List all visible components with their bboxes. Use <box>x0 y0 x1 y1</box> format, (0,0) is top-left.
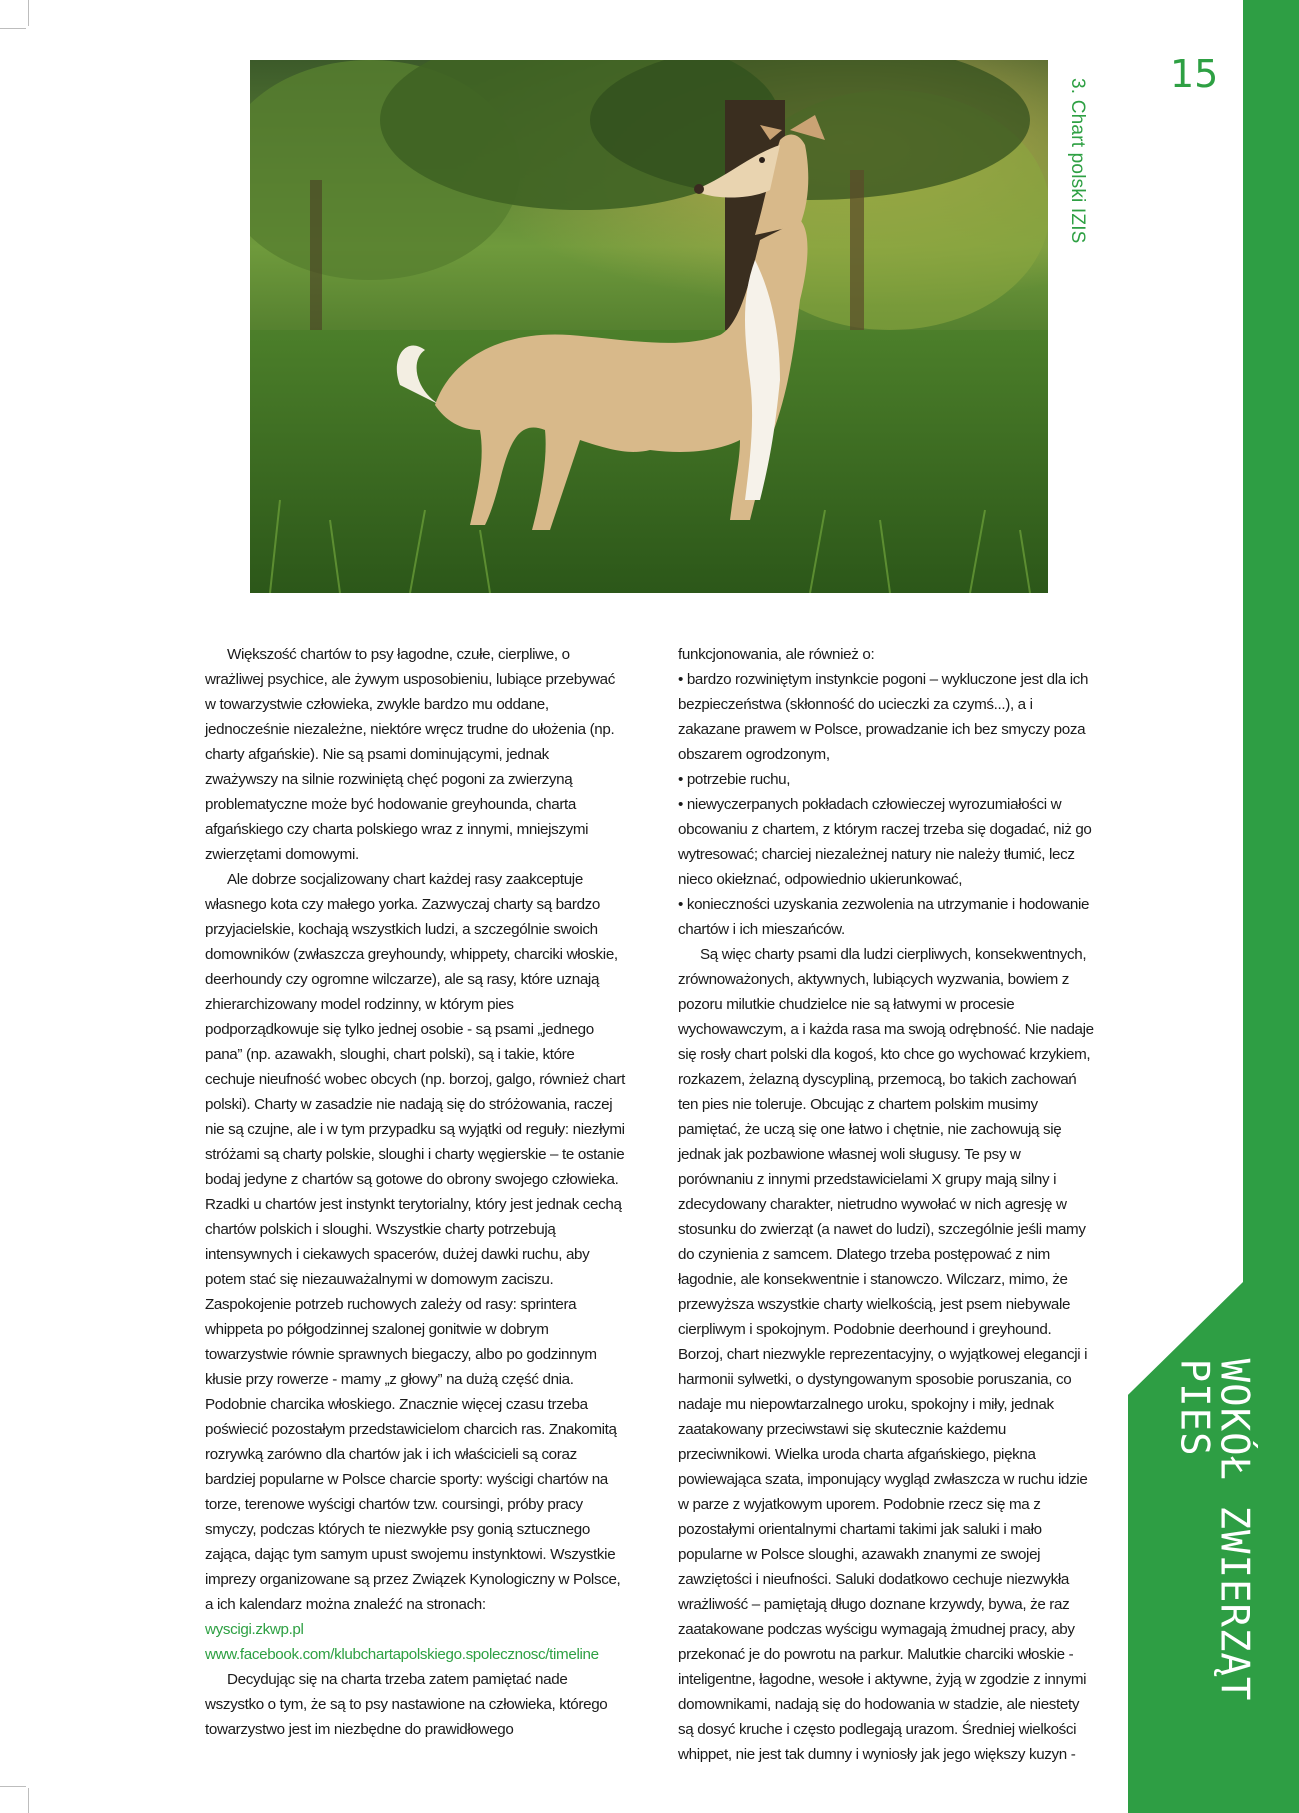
right-text-column <box>678 642 1096 1767</box>
page-number: 15 <box>1170 52 1219 96</box>
crop-mark <box>28 0 29 26</box>
link-wyscigi[interactable]: wyscigi.zkwp.pl <box>205 1621 304 1638</box>
paragraph: funkcjonowania, ale również o: <box>678 646 875 663</box>
list-item: • potrzebie ruchu, <box>678 771 791 788</box>
paragraph: Większość chartów to psy łagodne, czułe, cierpliwe, o wrażliwej psychice, ale żywym usposobieniu, lubiące przebywać w towarzystwie człowieka, zwykle bardzo mu oddane, jednocześnie niezależne, niektóre wręcz trudne do ułożenia (np. charty afgańskie). Nie są psami dominującymi, jednak zważywszy na silnie rozwiniętą chęć pogoni za zwierzyną problematyczne może być hodowanie greyhounda, charta afgańskiego czy charta polskiego wraz z innymi, mniejszymi zwierzętami domowymi. <box>205 646 615 863</box>
photo-caption: 3. Chart polski IZIS <box>1067 78 1088 244</box>
left-text-column <box>205 642 625 1742</box>
section-title-line1: WOKÓŁ ZWIERZĄT <box>1211 1358 1257 1702</box>
section-title-line2: PIES <box>1171 1358 1217 1457</box>
paragraph: Są więc charty psami dla ludzi cierpliwych, konsekwentnych, zrównoważonych, aktywnych, lubiących wyzwania, bowiem z pozoru milutkie chudzielce nie są łatwymi w procesie wychowawczym, a i każda rasa ma swoją odrębność. Nie nadaje się rosły chart polski dla kogoś, kto chce go wychować krzykiem, rozkazem, żelazną dyscypliną, przemocą, bo takich zachowań ten pies nie toleruje. Obcując z chartem polskim musimy pamiętać, że uczą się one łatwo i chętnie, nie zachowują się jednak jak pozbawione własnej woli sługusy. Te psy w porównaniu z innymi przedstawicielami X grupy mają silny i zdecydowany charakter, nietrudno wywołać w nich agresję w stosunku do zwierząt (a nawet do ludzi), szczególnie jeśli mamy do czynienia z samcem. Dlatego trzeba postępować z nim łagodnie, ale konsekwentnie i stanowczo. Wilczarz, mimo, że przewyższa wszystkie charty wielkością, jest psem niebywale cierpliwym i spokojnym. Podobnie deerhound i greyhound. Borzoj, chart niezwykle reprezentacyjny, o wyjątkowej elegancji i harmonii sylwetki, o dystyngowanym sposobie poruszania, co nadaje mu niepowtarzalnego uroku, spokojny i miły, jednak zaatakowany przeciwstawi się skutecznie każdemu przeciwnikowi. Wielka uroda charta afgańskiego, piękna powiewająca szata, imponujący wygląd zwłaszcza w ruchu idzie w parze z wyjatkowym uporem. Podobnie rzecz się ma z pozostałymi orientalnymi chartami takimi jak saluki i mało popularne w Polsce sloughi, azawakh znanymi ze swojej zawziętości i nieufności. Saluki dodatkowo cechuje niezwykła wrażliwość – pamiętają długo doznane krzywdy, bywa, że raz zaatakowane podczas wyścigu wymagają żmudnej pracy, aby przekonać je do powrotu na parkur. Malutkie charciki włoskie - inteligentne, łagodne, wesołe i aktywne, żyją w zgodzie z innymi domownikami, nadają się do hodowania w stadzie, ale niestety są dosyć kruche i często podlegają urazom. Średniej wielkości whippet, nie jest tak dumny i wyniosły jak jego większy kuzyn - <box>678 946 1094 1763</box>
dog-photo <box>250 60 1048 593</box>
crop-mark <box>0 28 26 29</box>
paragraph: Ale dobrze socjalizowany chart każdej rasy zaakceptuje własnego kota czy małego yorka. Zazwyczaj charty są bardzo przyjacielskie, kochają wszystkich ludzi, a szczególnie swoich domowników (zwłaszcza greyhoundy, whippety, charciki włoskie, deerhoundy czy ogromne wilczarze), ale są rasy, które uznają zhierarchizowany model rodzinny, w którym pies podporządkowuje się tylko jednej osobie - są psami „jednego pana” (np. azawakh, sloughi, chart polski), są i takie, które cechuje nieufność wobec obcych (np. borzoj, galgo, również chart polski). Charty w zasadzie nie nadają się do stróżowania, raczej nie są czujne, ale i w tym przypadku są wyjątki od reguły: niezłymi stróżami są charty polskie, sloughi i charty węgierskie – te ostanie bodaj jedyne z chartów są gotowe do obrony swojego człowieka. Rzadki u chartów jest instynkt terytorialny, który jest jednak cechą chartów polskich i sloughi. Wszystkie charty potrzebują intensywnych i ciekawych spacerów, dużej dawki ruchu, aby potem stać się niezauważalnymi w domowym zaciszu. Zaspokojenie potrzeb ruchowych zależy od rasy: sprintera whippeta po półgodzinnej szalonej gonitwie w dobrym towarzystwie równie sprawnych biegaczy, albo po godzinnym kłusie przy rowerze - mamy „z głowy” na dużą część dnia. Podobnie charcika włoskiego. Znacznie więcej czasu trzeba poświecić pozostałym przedstawicielom charcich ras. Znakomitą rozrywką zarówno dla chartów jak i ich właścicieli są coraz bardziej popularne w Polsce charcie sporty: wyścigi chartów na torze, terenowe wyścigi chartów tzw. coursingi, próby pracy smyczy, podczas których te niezwykłe psy gonią sztucznego zająca, dając tym samym upust swojemu instynktowi. Wszystkie imprezy organizowane są przez Związek Kynologiczny w Polsce, a ich kalendarz można znaleźć na stronach: <box>205 871 625 1613</box>
link-facebook[interactable]: www.facebook.com/klubchartapolskiego.spolecznosc/timeline <box>205 1646 599 1663</box>
list-item: • konieczności uzyskania zezwolenia na utrzymanie i hodowanie chartów i ich mieszańców. <box>678 896 1090 938</box>
list-item: • niewyczerpanych pokładach człowieczej wyrozumiałości w obcowaniu z chartem, z którym raczej trzeba się dogadać, niż go wytresować; charciej niezależnej natury nie należy tłumić, lecz nieco okiełznać, odpowiednio ukierunkować, <box>678 796 1092 888</box>
paragraph: Decydując się na charta trzeba zatem pamiętać nade wszystko o tym, że są to psy nastawione na człowieka, którego towarzystwo jest im niezbędne do prawidłowego <box>205 1671 608 1738</box>
crop-mark <box>0 1786 26 1787</box>
section-title <box>1128 1280 1299 1780</box>
list-item: • bardzo rozwiniętym instynkcie pogoni – wykluczone jest dla ich bezpieczeństwa (skłonność do ucieczki za czymś...), a i zakazane prawem w Polsce, prowadzanie ich bez smyczy poza obszarem ogrodzonym, <box>678 671 1089 763</box>
crop-mark <box>28 1788 29 1813</box>
